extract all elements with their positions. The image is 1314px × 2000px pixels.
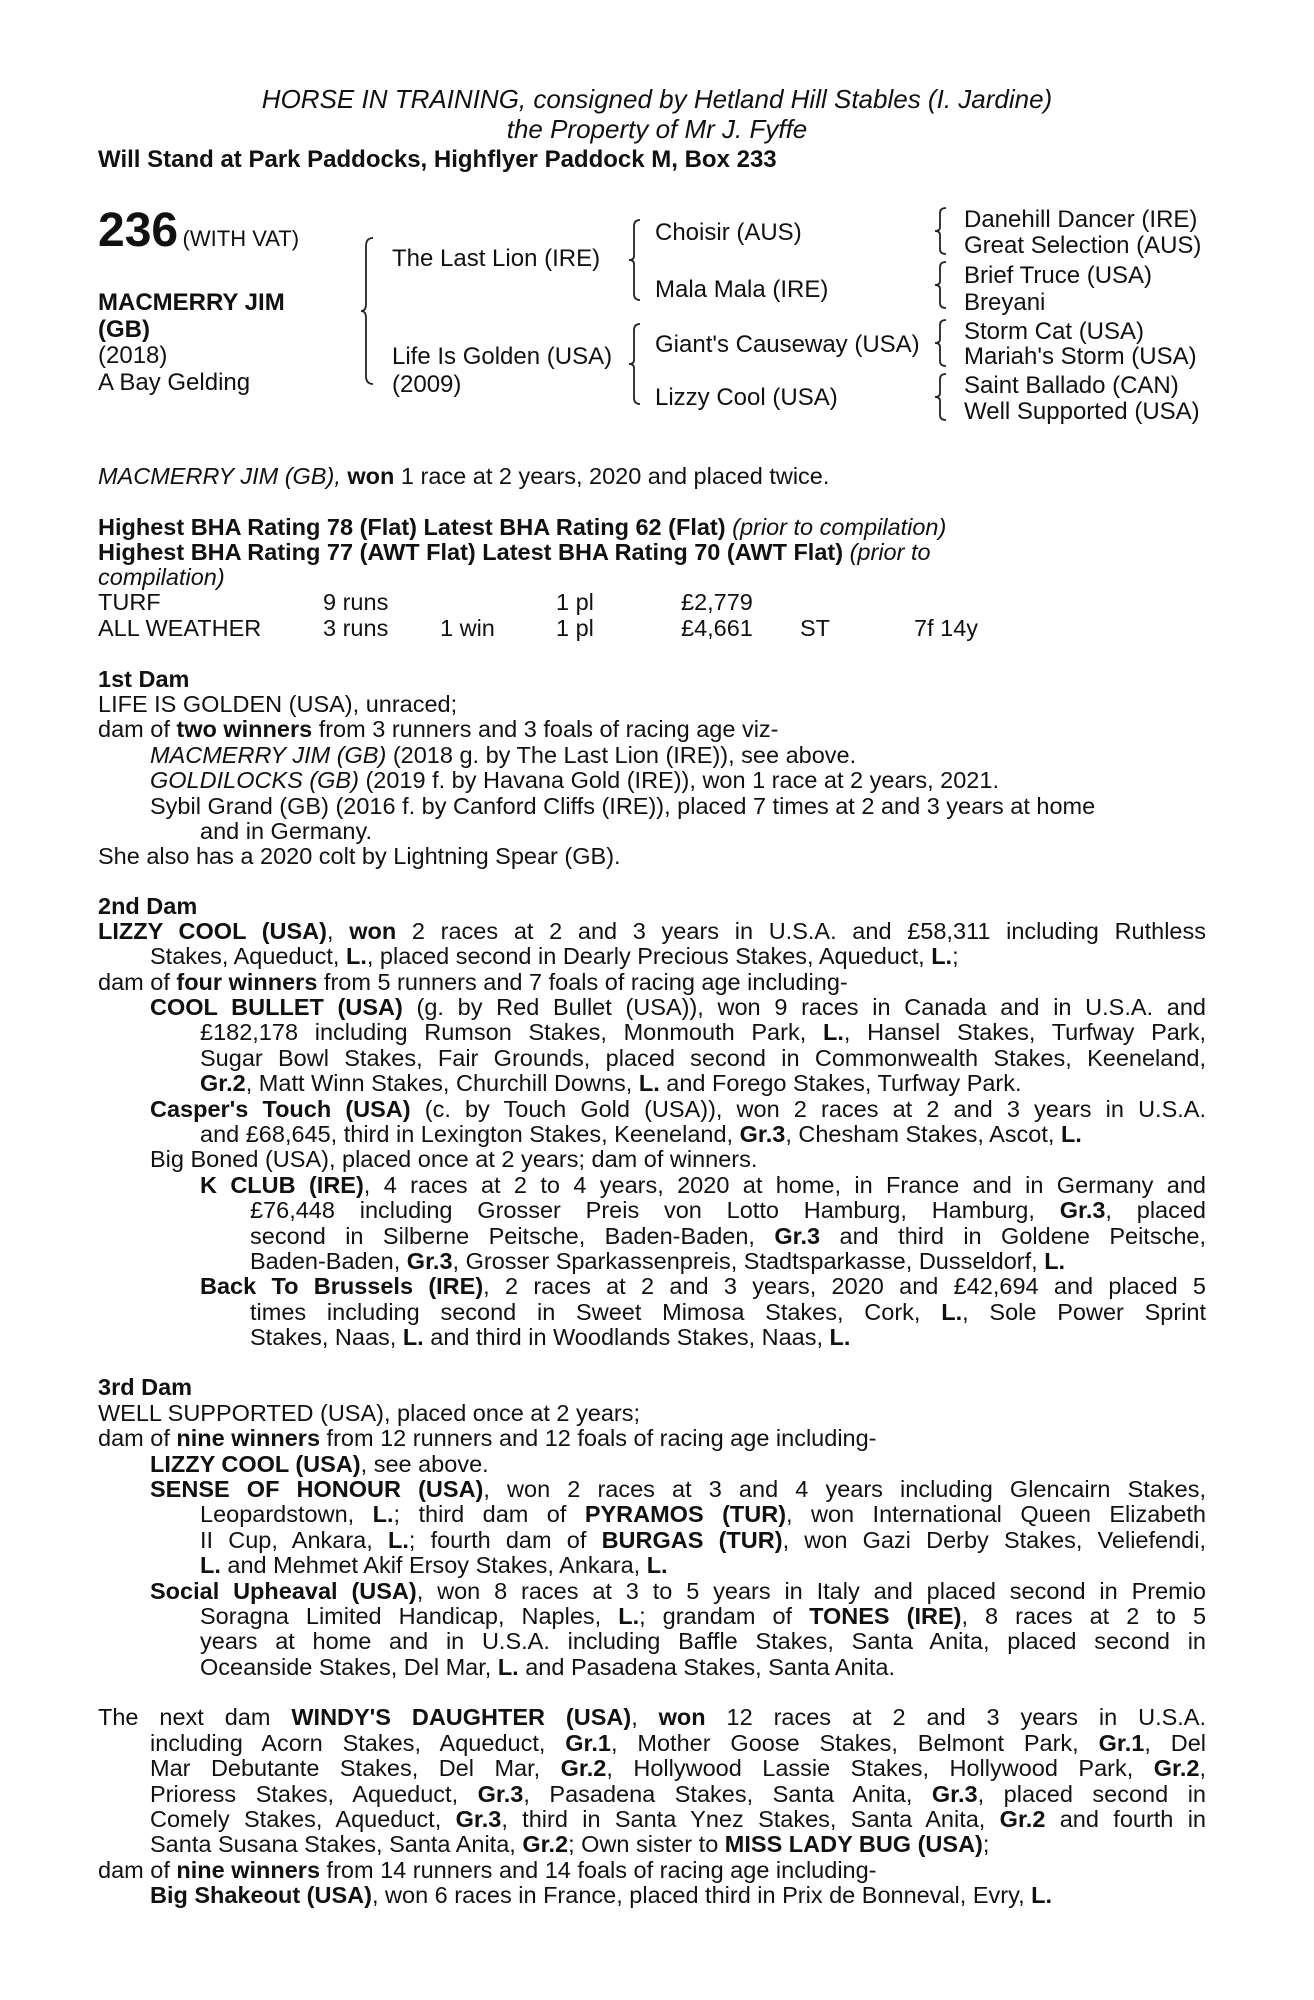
horse-name: MACMERRY JIM	[98, 289, 285, 316]
dam2-line: Casper's Touch (USA) (c. by Touch Gold (USA)), won 2 races at 2 and 3 years in U.S.A.	[150, 1096, 1206, 1122]
next-dam-line: Big Shakeout (USA), won 6 races in France, placed third in Prix de Bonneval, Evry, L.	[150, 1882, 1053, 1908]
horse-desc: A Bay Gelding	[98, 369, 251, 396]
pedigree-dam: Life Is Golden (USA)	[392, 343, 613, 370]
lot-vat: (WITH VAT)	[182, 226, 300, 251]
pedigree-sire: The Last Lion (IRE)	[392, 245, 601, 272]
next-dam-line: dam of nine winners from 14 runners and 14 foals of racing age including-	[98, 1857, 877, 1883]
dam2-heading: 2nd Dam	[98, 893, 198, 919]
pedigree-brace-sire	[628, 218, 642, 302]
lot-block	[98, 203, 299, 258]
dam2-line: dam of four winners from 5 runners and 7 foals of racing age including-	[98, 969, 848, 995]
pedigree-sire-sire: Choisir (AUS)	[655, 219, 802, 246]
dam3-line: Leopardstown, L.; third dam of PYRAMOS (TUR), won International Queen Elizabeth	[200, 1501, 1206, 1527]
pedigree-brace-dd	[934, 372, 948, 422]
dam1-line: She also has a 2020 colt by Lightning Spear (GB).	[98, 843, 621, 869]
dam1-line: MACMERRY JIM (GB) (2018 g. by The Last Lion (IRE)), see above.	[150, 742, 857, 768]
dam3-line: II Cup, Ankara, L.; fourth dam of BURGAS (TUR), won Gazi Derby Stakes, Veliefendi,	[200, 1527, 1206, 1553]
dam2-line: COOL BULLET (USA) (g. by Red Bullet (USA)), won 9 races in Canada and in U.S.A. and	[150, 994, 1207, 1020]
dam2-line: second in Silberne Peitsche, Baden-Baden, Gr.3 and third in Goldene Peitsche,	[250, 1223, 1206, 1249]
pedigree-brace-ss	[934, 206, 948, 256]
dam2-line: £76,448 including Grosser Preis von Lotto Hamburg, Hamburg, Gr.3, placed	[250, 1197, 1206, 1223]
rating-line-3: compilation)	[98, 564, 225, 590]
header-line-1: HORSE IN TRAINING, consigned by Hetland Hill Stables (I. Jardine)	[261, 84, 1053, 114]
dam2-line: £182,178 including Rumson Stakes, Monmouth Park, L., Hansel Stakes, Turfway Park,	[200, 1019, 1206, 1045]
dam1-line: dam of two winners from 3 runners and 3 foals of racing age viz-	[98, 716, 779, 742]
pedigree-brace-ds	[934, 318, 948, 368]
pedigree-ssd: Great Selection (AUS)	[964, 232, 1202, 259]
dam2-line: LIZZY COOL (USA), won 2 races at 2 and 3 years in U.S.A. and £58,311 including Ruthless	[98, 918, 1206, 944]
pedigree-dds: Saint Ballado (CAN)	[964, 372, 1179, 399]
dam2-line: Baden-Baden, Gr.3, Grosser Sparkassenpreis, Stadtsparkasse, Dusseldorf, L.	[250, 1248, 1066, 1274]
pedigree-dam-dam: Lizzy Cool (USA)	[655, 384, 838, 411]
dam2-line: Big Boned (USA), placed once at 2 years; dam of winners.	[150, 1146, 758, 1172]
header-line-2: the Property of Mr J. Fyffe	[506, 114, 808, 144]
next-dam-line: Mar Debutante Stakes, Del Mar, Gr.2, Hollywood Lassie Stakes, Hollywood Park, Gr.2,	[150, 1755, 1206, 1781]
dam1-line: and in Germany.	[200, 818, 372, 844]
pedigree-dss: Storm Cat (USA)	[964, 318, 1145, 345]
next-dam-line: Santa Susana Stakes, Santa Anita, Gr.2; Own sister to MISS LADY BUG (USA);	[150, 1831, 990, 1857]
dam2-line: Stakes, Naas, L. and third in Woodlands Stakes, Naas, L.	[250, 1324, 851, 1350]
dam2-line: Stakes, Aqueduct, L., placed second in Dearly Precious Stakes, Aqueduct, L.;	[150, 943, 959, 969]
dam2-line: K CLUB (IRE), 4 races at 2 to 4 years, 2020 at home, in France and in Germany and	[200, 1172, 1206, 1198]
header-line-3: Will Stand at Park Paddocks, Highflyer Paddock M, Box 233	[98, 146, 777, 173]
next-dam-line: The next dam WINDY'S DAUGHTER (USA), won 12 races at 2 and 3 years in U.S.A.	[98, 1704, 1207, 1730]
pedigree-dam-sire: Giant's Causeway (USA)	[655, 331, 920, 358]
pedigree-sss: Danehill Dancer (IRE)	[964, 206, 1198, 233]
horse-year: (2018)	[98, 342, 168, 369]
pedigree-dam-year: (2009)	[392, 371, 462, 398]
dam3-line: Social Upheaval (USA), won 8 races at 3 to 5 years in Italy and placed second in Premio	[150, 1578, 1206, 1604]
dam1-line: GOLDILOCKS (GB) (2019 f. by Havana Gold (IRE)), won 1 race at 2 years, 2021.	[150, 767, 999, 793]
pedigree-brace-main	[360, 236, 376, 386]
dam2-line: Sugar Bowl Stakes, Fair Grounds, placed second in Commonwealth Stakes, Keeneland,	[200, 1045, 1206, 1071]
pedigree-ddd: Well Supported (USA)	[964, 398, 1200, 425]
pedigree-dsd: Mariah's Storm (USA)	[964, 343, 1197, 370]
dam1-heading: 1st Dam	[98, 666, 190, 692]
dam1-line: Sybil Grand (GB) (2016 f. by Canford Cliffs (IRE)), placed 7 times at 2 and 3 years at home	[150, 793, 1096, 819]
dam3-line: L. and Mehmet Akif Ersoy Stakes, Ankara, L.	[200, 1552, 668, 1578]
horse-country: (GB)	[98, 316, 150, 343]
next-dam-line: Prioress Stakes, Aqueduct, Gr.3, Pasadena Stakes, Santa Anita, Gr.3, placed second in	[150, 1781, 1206, 1807]
dam3-line: SENSE OF HONOUR (USA), won 2 races at 3 and 4 years including Glencairn Stakes,	[150, 1476, 1206, 1502]
dam3-line: years at home and in U.S.A. including Baffle Stakes, Santa Anita, placed second in	[200, 1628, 1206, 1654]
dam3-line: Soragna Limited Handicap, Naples, L.; grandam of TONES (IRE), 8 races at 2 to 5	[200, 1603, 1207, 1629]
dam3-line: LIZZY COOL (USA), see above.	[150, 1451, 489, 1477]
dam3-line: Oceanside Stakes, Del Mar, L. and Pasadena Stakes, Santa Anita.	[200, 1654, 895, 1680]
dam3-line: WELL SUPPORTED (USA), placed once at 2 years;	[98, 1400, 641, 1426]
next-dam-line: Comely Stakes, Aqueduct, Gr.3, third in Santa Ynez Stakes, Santa Anita, Gr.2 and fourth in	[150, 1806, 1207, 1832]
lot-number: 236	[98, 204, 179, 257]
pedigree-brace-sd	[934, 260, 948, 310]
pedigree-sds: Brief Truce (USA)	[964, 262, 1153, 289]
race-summary: MACMERRY JIM (GB), won 1 race at 2 years, 2020 and placed twice.	[98, 463, 830, 489]
pedigree-brace-dam	[628, 322, 642, 406]
dam2-line: times including second in Sweet Mimosa Stakes, Cork, L., Sole Power Sprint	[250, 1299, 1206, 1325]
rating-line-1: Highest BHA Rating 78 (Flat) Latest BHA Rating 62 (Flat) (prior to compilation)	[98, 514, 947, 540]
dam2-line: Back To Brussels (IRE), 2 races at 2 and 3 years, 2020 and £42,694 and placed 5	[200, 1273, 1207, 1299]
dam3-line: dam of nine winners from 12 runners and 12 foals of racing age including-	[98, 1425, 877, 1451]
next-dam-line: including Acorn Stakes, Aqueduct, Gr.1, Mother Goose Stakes, Belmont Park, Gr.1, Del	[150, 1730, 1206, 1756]
pedigree-sire-dam: Mala Mala (IRE)	[655, 276, 829, 303]
dam2-line: Gr.2, Matt Winn Stakes, Churchill Downs, L. and Forego Stakes, Turfway Park.	[200, 1070, 1022, 1096]
pedigree-sdd: Breyani	[964, 289, 1046, 316]
dam2-line: and £68,645, third in Lexington Stakes, Keeneland, Gr.3, Chesham Stakes, Ascot, L.	[200, 1121, 1082, 1147]
dam3-heading: 3rd Dam	[98, 1374, 193, 1400]
dam1-line: LIFE IS GOLDEN (USA), unraced;	[98, 691, 458, 717]
rating-line-2: Highest BHA Rating 77 (AWT Flat) Latest BHA Rating 70 (AWT Flat) (prior to	[98, 539, 931, 565]
